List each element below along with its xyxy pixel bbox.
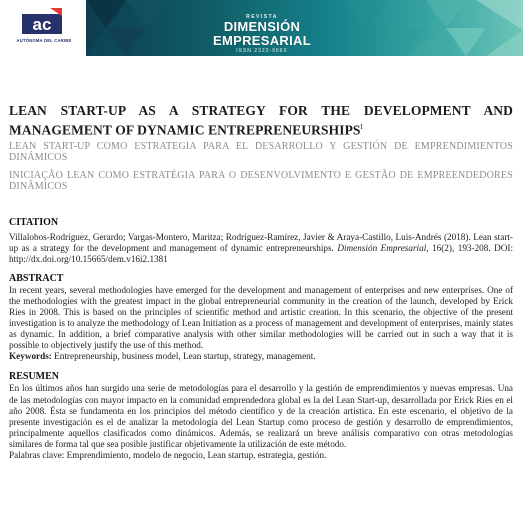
journal-label: REVISTA bbox=[246, 14, 278, 20]
logo-abbrev: ac bbox=[32, 15, 52, 34]
article-title bbox=[9, 102, 513, 139]
resumen-section bbox=[9, 371, 513, 461]
article-title-text: LEAN START-UP AS A STRATEGY FOR THE DEVELOPMENT AND MANAGEMENT OF DYNAMIC ENTREPRENEURSHIPS bbox=[9, 103, 513, 138]
journal-title: DIMENSIÓN EMPRESARIAL bbox=[213, 19, 311, 48]
journal-issn: ISSN 2322-956X bbox=[236, 48, 288, 54]
citation-journal: Dimensión Empresarial bbox=[337, 242, 427, 253]
citation-doi-link[interactable]: http://dx.doi.org/10.15665/dem.v16i2.1381 bbox=[9, 253, 168, 264]
abstract-section bbox=[9, 273, 513, 363]
abstract-keywords bbox=[9, 351, 513, 362]
abstract-keywords-list: Entrepreneurship, business model, Lean startup, strategy, management. bbox=[51, 351, 316, 362]
university-logo bbox=[0, 0, 86, 56]
article-content bbox=[9, 102, 513, 461]
resumen-heading: RESUMEN bbox=[9, 371, 60, 383]
abstract-body: In recent years, several methodologies have emerged for the development and management of enterprises and new enterprises. One of the methodologies with the greatest impact in the global entrepreneurial community in the creation of the launch, developed by Erick Ries in 2008. This is based on the principles of scientific method and artistic creation. In this scenario, the objective of the present investigation is to analyze the methodology of Lean Initiation as a process of management and development of enterprises, mainly states as dynamic. In addition, a brief comparative analysis with other similar methodologies will be carried out in such a way that it is possible to objectively justify the use of this method. bbox=[9, 284, 513, 351]
title-footnote-mark[interactable]: I bbox=[360, 123, 363, 131]
university-logo-mark-icon bbox=[22, 8, 62, 38]
resumen-keywords bbox=[9, 450, 513, 461]
resumen-keywords-list: Emprendimiento, modelo de negocio, Lean startup, estrategia, gestión. bbox=[64, 450, 327, 460]
journal-title-band bbox=[86, 0, 523, 56]
journal-banner bbox=[0, 0, 523, 56]
citation-authors: Villalobos-Rodríguez, Gerardo; Vargas-Montero, Maritza; Rodríguez-Ramírez, Javier & Araya-Castillo, Luis-Andrés (2018). Lean start-up as a strategy for the development and management of dynamic entrepreneurships. bbox=[9, 231, 513, 253]
journal-title-block bbox=[182, 14, 342, 54]
citation-section bbox=[9, 217, 513, 265]
citation-text bbox=[9, 232, 513, 265]
abstract-heading: ABSTRACT bbox=[9, 272, 64, 284]
abstract-keywords-label: Keywords: bbox=[9, 351, 52, 362]
citation-volume-pages: , 16(2), 193-208. DOI: bbox=[426, 242, 514, 253]
article-title-spanish: LEAN START-UP COMO ESTRATEGIA PARA EL DESARROLLO Y GESTIÓN DE EMPRENDIMIENTOS DINÁMICOS bbox=[9, 140, 513, 163]
logo-university-name: AUTÓNOMA DEL CARIBE bbox=[16, 38, 72, 43]
article-title-portuguese: INICIAÇÃO LEAN COMO ESTRATÉGIA PARA O DESENVOLVIMENTO E GESTÃO DE EMPREENDEDORES DINÂMICOS bbox=[9, 169, 513, 192]
resumen-body: En los últimos años han surgido una serie de metodologías para el desarrollo y la gestión de emprendimientos y nuevas empresas. Una de las metodologías con mayor impacto en la comunidad emprendedora global es la del Lean Start-up, desarrollada por Erick Ries en el año 2008. Ésta se fundamenta en los principios del método científico y de la creación artística. En este escenario, el objetivo de la presente investigación es el de analizar la metodología del Lean Startup como proceso de gestión y desarrollo de emprendimientos, principalmente aquellos clasificados como dinámicos. Además, se realizará un breve análisis comparativo con otras metodologías similares de forma tal que sea posible justificar objetivamente la utilización de este método. bbox=[9, 383, 513, 449]
citation-heading: CITATION bbox=[9, 216, 59, 228]
resumen-keywords-label: Palabras clave: bbox=[9, 450, 65, 460]
